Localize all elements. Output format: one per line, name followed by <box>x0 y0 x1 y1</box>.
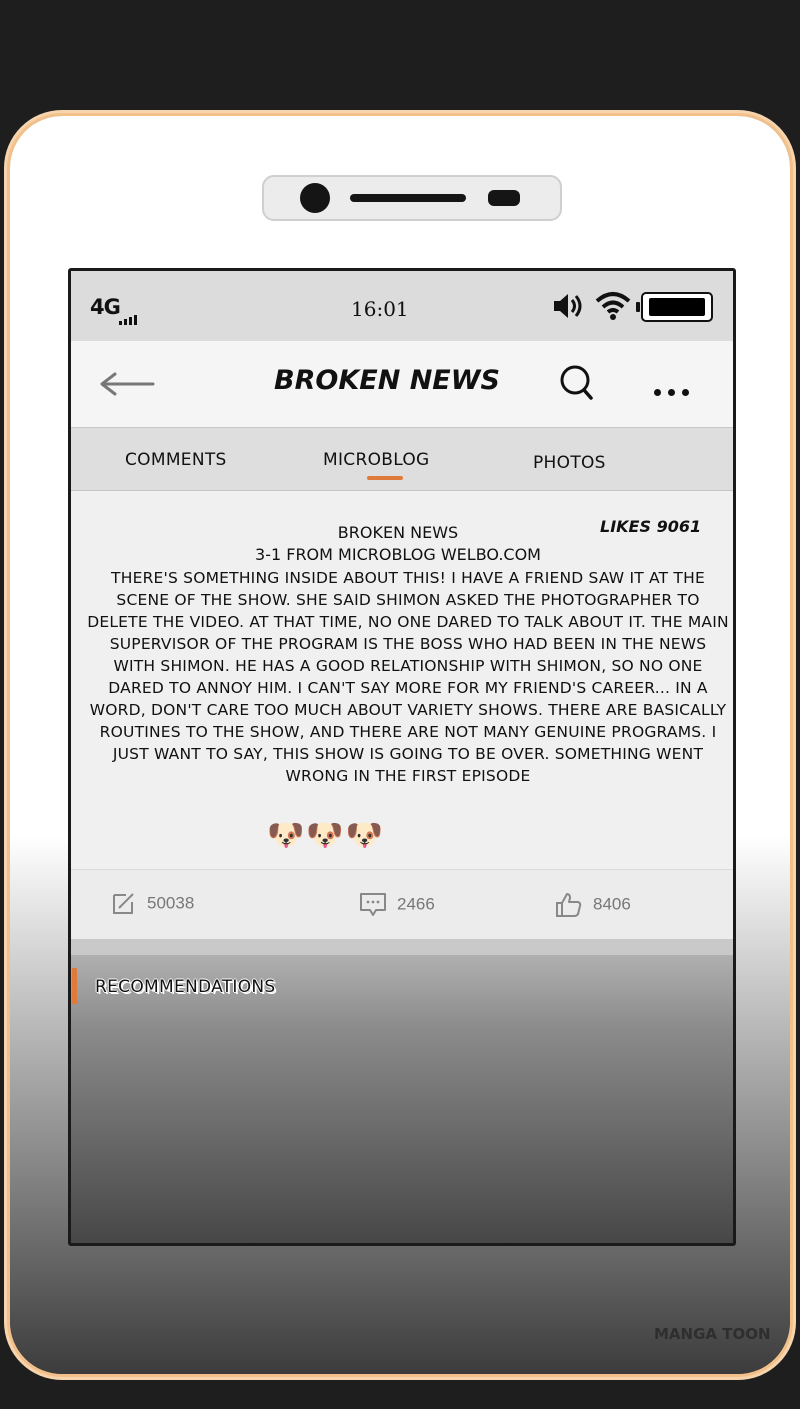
post-author[interactable]: BROKEN NEWS <box>337 523 459 542</box>
tab-bar <box>71 427 733 492</box>
status-bar <box>71 271 733 341</box>
phone-screen <box>68 268 736 1246</box>
like-button[interactable] <box>555 892 631 918</box>
comment-count: 2466 <box>397 894 435 914</box>
search-icon[interactable] <box>558 363 596 403</box>
recommendations-marker <box>72 968 77 1004</box>
tab-comments[interactable]: COMMENTS <box>125 450 227 470</box>
sensor-icon <box>488 190 520 206</box>
thumbs-up-icon <box>555 892 583 918</box>
tab-microblog[interactable]: MICROBLOG <box>323 450 430 470</box>
signal-icon <box>119 306 139 325</box>
signal-label: 4G <box>90 295 120 319</box>
volume-icon <box>552 291 586 321</box>
section-divider <box>71 939 733 955</box>
status-time: 16:01 <box>351 297 409 321</box>
phone-top-bar <box>262 175 562 221</box>
share-button[interactable] <box>111 892 194 916</box>
camera-icon <box>300 183 330 213</box>
tab-active-indicator <box>367 476 403 480</box>
emoji-row: 🐶🐶🐶 <box>267 818 386 853</box>
share-icon <box>111 892 137 916</box>
like-count: 8406 <box>593 894 631 914</box>
wifi-icon <box>595 291 631 321</box>
post-source: 3-1 FROM MICROBLOG WELBO.COM <box>255 545 541 564</box>
post-body: THERE'S SOMETHING INSIDE ABOUT THIS! I HAVE A FRIEND SAW IT AT THE SCENE OF THE SHOW. SHE SAID SHIMON ASKED THE PHOTOGRAPHER TO DELETE THE VIDEO. AT THAT TIME, NO ONE DARED TO TALK ABOUT IT. THE MAIN SUPERVISOR OF THE PROGRAM IS THE BOSS WHO HAD BEEN IN THE NEWS WITH SHIMON. HE HAS A GOOD RELATIONSHIP WITH SHIMON, SO NO ONE DARED TO ANNOY HIM. I CAN'T SAY MORE FOR MY FRIEND'S CAREER... IN A WORD, DON'T CARE TOO MUCH ABOUT VARIETY SHOWS. THERE ARE BASICALLY ROUTINES TO THE SHOW, AND THERE ARE NOT MANY GENUINE PROGRAMS. I JUST WANT TO SAY, THIS SHOW IS GOING TO BE OVER. SOMETHING WENT WRONG IN THE FIRST EPISODE <box>87 569 729 785</box>
more-icon[interactable] <box>654 381 696 400</box>
comment-button[interactable] <box>359 892 435 918</box>
speaker-slot <box>350 194 466 202</box>
page-title: BROKEN NEWS <box>274 365 500 396</box>
comment-icon <box>359 892 387 918</box>
app-header <box>71 341 733 427</box>
post-action-bar <box>71 869 733 940</box>
microblog-post <box>71 491 733 869</box>
phone-frame <box>10 116 790 1374</box>
watermark: MANGA TOON <box>654 1325 771 1343</box>
share-count: 50038 <box>147 893 195 913</box>
likes-count: LIKES 9061 <box>600 517 702 536</box>
tab-photos[interactable]: PHOTOS <box>533 453 606 473</box>
battery-icon <box>641 292 713 322</box>
recommendations-heading: RECOMMENDATIONS <box>95 977 276 997</box>
